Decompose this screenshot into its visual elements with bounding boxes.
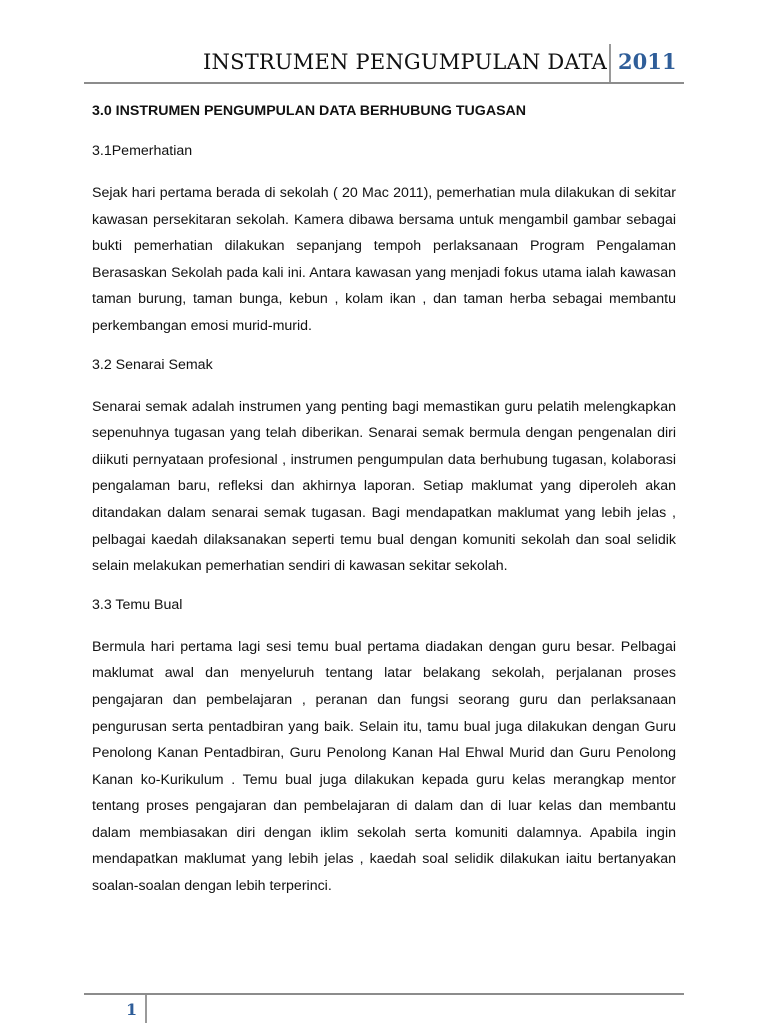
header-title: INSTRUMEN PENGUMPULAN DATA <box>203 50 607 74</box>
page-footer <box>84 993 684 1024</box>
document-body <box>92 100 676 900</box>
header-year: 2011 <box>618 49 677 74</box>
page-number: 1 <box>126 1000 138 1019</box>
document-heading: 3.0 INSTRUMEN PENGUMPULAN DATA BERHUBUNG TUGASAN <box>92 103 527 119</box>
footer-rule <box>84 993 684 995</box>
section-title-senarai-semak: 3.2 Senarai Semak <box>92 356 213 373</box>
section-title-temu-bual: 3.3 Temu Bual <box>92 596 183 613</box>
header-divider <box>609 44 611 84</box>
section-title-pemerhatian: 3.1Pemerhatian <box>92 143 193 159</box>
footer-divider <box>145 995 147 1023</box>
section-body-pemerhatian: Sejak hari pertama berada di sekolah ( 20 Mac 2011), pemerhatian mula dilakukan di sekitar kawasan persekitaran sekolah. Kamera dibawa bersama untuk mengambil gambar sebagai bukti pemerhatian dilakukan sepanjang tempoh perlaksanaan Program Pengalaman Berasaskan Sekolah pada kali ini. Antara kawasan yang menjadi fokus utama ialah kawasan taman burung, taman bunga, kebun , kolam ikan , dan taman herba sebagai membantu perkembangan emosi murid-murid. <box>92 185 676 334</box>
page-header <box>84 40 684 84</box>
section-body-senarai-semak: Senarai semak adalah instrumen yang penting bagi memastikan guru pelatih melengkapkan sepenuhnya tugasan yang telah diberikan. Senarai semak bermula dengan pengenalan diri diikuti pernyataan profesional , instrumen pengumpulan data berhubung tugasan, kolaborasi pengalaman baru, refleksi dan akhirnya laporan. Setiap maklumat yang diperoleh akan ditandakan dalam senarai semak tugasan. Bagi mendapatkan maklumat yang lebih jelas , pelbagai kaedah dilaksanakan seperti temu bual dengan komuniti sekolah dan soal selidik selain melakukan pemerhatian sendiri di kawasan sekitar sekolah. <box>92 398 676 575</box>
section-body-temu-bual: Bermula hari pertama lagi sesi temu bual pertama diadakan dengan guru besar. Pelbagai maklumat awal dan menyeluruh tentang latar belakang sekolah, perjalanan proses pengajaran dan pembelajaran , peranan dan fungsi seorang guru dan perlaksanaan pengurusan serta pentadbiran yang baik. Selain itu, tamu bual juga dilakukan dengan Guru Penolong Kanan Pentadbiran, Guru Penolong Kanan Hal Ehwal Murid dan Guru Penolong Kanan ko-Kurikulum . Temu bual juga dilakukan kepada guru kelas merangkap mentor tentang proses pengajaran dan pembelajaran di dalam dan di luar kelas dan membantu dalam membiasakan diri dengan iklim sekolah serta komuniti dalamnya. Apabila ingin mendapatkan maklumat yang lebih jelas , kaedah soal selidik dilakukan iaitu bertanyakan soalan-soalan dengan lebih terperinci. <box>92 638 676 895</box>
header-rule <box>84 82 684 84</box>
